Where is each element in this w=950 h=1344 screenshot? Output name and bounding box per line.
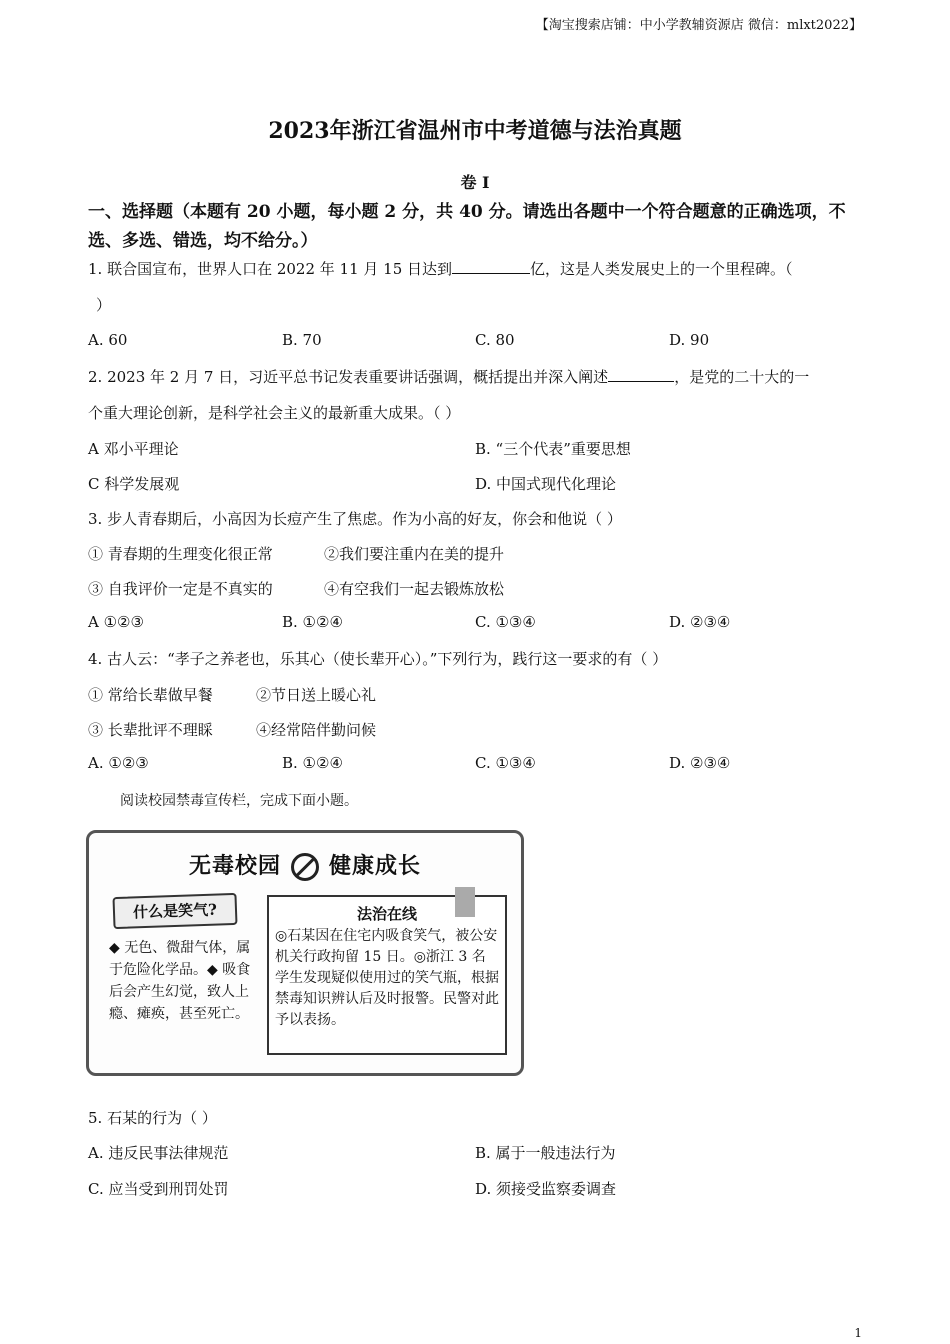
q4-item-3: ③ 长辈批评不理睬: [88, 721, 213, 739]
question-4-text: 4. 古人云：“孝子之养老也，乐其心（使长辈开心）。”下列行为，践行这一要求的有（ ）: [88, 650, 668, 668]
question-2-text-end: 个重大理论创新，是科学社会主义的最新重大成果。（ ）: [88, 404, 461, 422]
q1-option-d[interactable]: D. 90: [669, 331, 710, 349]
poster-tag: 什么是笑气?: [112, 893, 237, 929]
q4-option-a[interactable]: A. ①②③: [88, 754, 149, 772]
no-drugs-icon: [291, 853, 319, 881]
question-2-text: 2. 2023 年 2 月 7 日，习近平总书记发表重要讲话强调，概括提出并深入阐述 ，是党的二十大的一: [88, 368, 810, 386]
anti-drug-poster: [86, 830, 524, 1076]
question-1-text-end: ）: [96, 296, 112, 314]
q4-option-b[interactable]: B. ①②④: [282, 754, 343, 772]
q4-item-4: ④经常陪伴勤问候: [256, 721, 377, 739]
answer-blank: [608, 367, 674, 382]
q4-item-2: ②节日送上暖心礼: [256, 686, 377, 704]
q5-option-b[interactable]: B. 属于一般违法行为: [475, 1144, 616, 1162]
q5-option-c[interactable]: C. 应当受到刑罚处罚: [88, 1180, 229, 1198]
q3-option-a[interactable]: A ①②③: [88, 613, 144, 631]
question-1-text: 1. 联合国宣布，世界人口在 2022 年 11 月 15 日达到 亿，这是人类发展史上的一个里程碑。（: [88, 260, 793, 278]
q4-option-d[interactable]: D. ②③④: [669, 754, 731, 772]
q3-item-2: ②我们要注重内在美的提升: [324, 545, 505, 563]
q1-option-a[interactable]: A. 60: [88, 331, 128, 349]
q3-option-b[interactable]: B. ①②④: [282, 613, 343, 631]
q5-option-d[interactable]: D. 须接受监察委调查: [475, 1180, 617, 1198]
q2-option-a[interactable]: A 邓小平理论: [88, 440, 179, 458]
q2-option-c[interactable]: C 科学发展观: [88, 475, 180, 493]
q1-option-c[interactable]: C. 80: [475, 331, 515, 349]
poster-right-text: ◎石某因在住宅内吸食笑气，被公安机关行政拘留 15 日。◎浙江 3 名学生发现疑似使用过的笑气瓶，根据禁毒知识辨认后及时报警。民警对此予以表扬。: [275, 928, 499, 1028]
header-note: 【淘宝搜索店铺：中小学教辅资源店 微信：mlxt2022】: [535, 18, 862, 33]
bookmark-icon: [455, 887, 475, 917]
poster-right-title: 法治在线: [356, 905, 417, 923]
page-number: 1: [854, 1326, 862, 1340]
q3-item-1: ① 青春期的生理变化很正常: [88, 545, 273, 563]
poster-right-box: [267, 895, 507, 1055]
poster-title: 无毒校园 健康成长: [188, 853, 422, 879]
question-3-text: 3. 步人青春期后，小高因为长痘产生了焦虑。作为小高的好友，你会和他说（ ）: [88, 510, 622, 528]
reading-intro: 阅读校园禁毒宣传栏，完成下面小题。: [120, 793, 358, 809]
q1-option-b[interactable]: B. 70: [282, 331, 322, 349]
poster-left-text: ◆ 无色、微甜气体，属于危险化学品。◆ 吸食后会产生幻觉，致人上瘾、瘫痪，甚至死亡。: [109, 940, 251, 1022]
volume-label: 卷 I: [460, 173, 490, 192]
q3-item-3: ③ 自我评价一定是不真实的: [88, 580, 273, 598]
q4-item-1: ① 常给长辈做早餐: [88, 686, 213, 704]
q2-option-d[interactable]: D. 中国式现代化理论: [475, 475, 617, 493]
answer-blank: [452, 259, 530, 274]
page-title: 2023年浙江省温州市中考道德与法治真题: [268, 118, 682, 144]
q3-option-c[interactable]: C. ①③④: [475, 613, 536, 631]
q3-option-d[interactable]: D. ②③④: [669, 613, 731, 631]
q3-item-4: ④有空我们一起去锻炼放松: [324, 580, 505, 598]
q5-option-a[interactable]: A. 违反民事法律规范: [88, 1144, 229, 1162]
q4-option-c[interactable]: C. ①③④: [475, 754, 536, 772]
question-5-text: 5. 石某的行为（ ）: [88, 1109, 217, 1127]
section-heading: 一、选择题（本题有 20 小题，每小题 2 分，共 40 分。请选出各题中一个符合题意的正确选项，不选、多选、错选，均不给分。）: [88, 202, 846, 251]
q2-option-b[interactable]: B. “三个代表”重要思想: [475, 440, 631, 458]
